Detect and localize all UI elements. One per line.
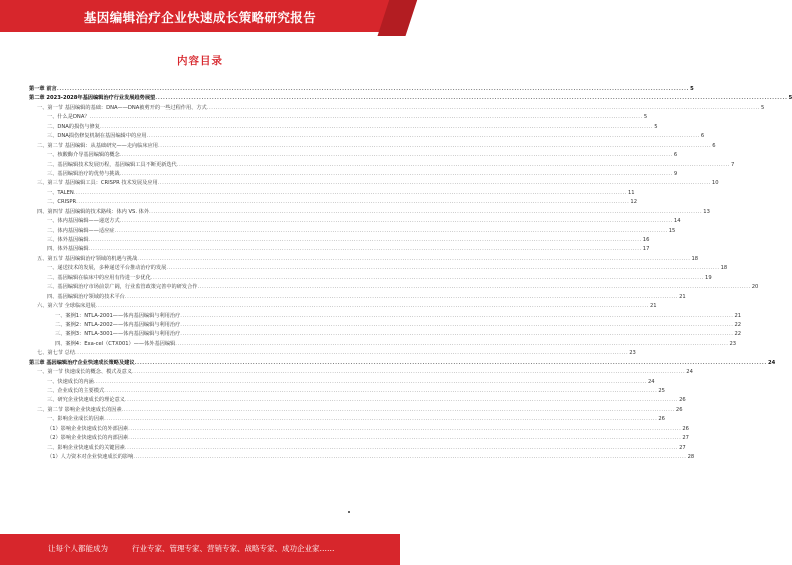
toc-entry-page: 26 (675, 406, 683, 413)
toc-entry[interactable] (29, 406, 683, 415)
toc-entry[interactable] (29, 170, 678, 179)
toc-entry-label: 第一章 前言 (29, 86, 57, 92)
toc-dot-leader (175, 340, 728, 349)
toc-entry-label: 二、基因编辑在临床中的应用有待进一步优化 (47, 274, 151, 281)
toc-entry-page: 5 (788, 95, 792, 102)
footer-tagline: 行业专家、管理专家、营销专家、战略专家、成功企业家…… (132, 544, 335, 553)
toc-entry[interactable] (29, 321, 742, 330)
toc-dot-leader (147, 132, 700, 141)
toc-entry-label: 一、第一节 快速成长的概念、模式及意义 (37, 369, 133, 376)
toc-entry-page: 13 (703, 208, 710, 215)
toc-entry-page: 23 (629, 350, 636, 357)
toc-entry[interactable] (29, 312, 742, 321)
toc-entry-page: 18 (720, 265, 728, 272)
toc-entry[interactable] (29, 85, 694, 94)
toc-dot-leader (132, 368, 685, 377)
toc-entry[interactable] (29, 396, 686, 405)
toc-entry-label: 三、基因编辑治疗市场前景广阔，行业监管政策完善中的研发合作 (47, 284, 198, 291)
toc-entry-label: 一、体内基因编辑——递送方式 (47, 218, 120, 225)
toc-dot-leader (197, 283, 750, 292)
toc-dot-leader (180, 321, 733, 330)
toc-entry-page: 14 (673, 218, 681, 225)
toc-entry-page: 9 (673, 170, 678, 177)
toc-entry[interactable] (29, 359, 776, 368)
toc-entry-page: 24 (647, 378, 655, 385)
toc-entry[interactable] (29, 340, 737, 349)
toc-dot-leader (166, 264, 719, 273)
toc-entry-label: 二、基因编辑技术发展历程，基因编辑工具不断更新迭代 (47, 161, 177, 168)
toc-entry-page: 6 (700, 133, 705, 140)
toc-entry[interactable] (29, 208, 710, 217)
toc-entry[interactable] (29, 330, 742, 339)
toc-entry[interactable] (29, 415, 665, 424)
toc-entry-page: 20 (751, 284, 759, 291)
toc-entry[interactable] (29, 453, 695, 462)
toc-entry[interactable] (29, 387, 665, 396)
toc-dot-leader (74, 189, 627, 198)
toc-entry[interactable] (29, 198, 638, 207)
toc-dot-leader (149, 208, 702, 217)
toc-entry-page: 27 (679, 444, 686, 451)
toc-entry-label: 二、第二节 基因编辑：从基础研究——走向临床应用 (37, 142, 158, 149)
toc-entry-label: 一、快速成长的内涵 (47, 378, 94, 385)
toc-entry[interactable] (29, 189, 635, 198)
toc-entry[interactable] (29, 123, 658, 132)
toc-entry[interactable] (29, 217, 681, 226)
toc-dot-leader (158, 142, 711, 151)
toc-entry-page: 26 (682, 425, 689, 432)
toc-entry-page: 24 (767, 359, 776, 366)
toc-entry-label: 二、体内基因编辑——适应症 (47, 227, 115, 234)
toc-dot-leader (94, 378, 647, 387)
toc-title: 内容目录 (177, 55, 223, 67)
toc-entry-page: 16 (642, 237, 650, 243)
toc-entry-page: 26 (679, 397, 686, 404)
toc-entry-page: 5 (643, 114, 648, 121)
report-title: 基因编辑治疗企业快速成长策略研究报告 (83, 10, 317, 25)
toc-entry-label: 第三章 基因编辑治疗企业快速成长策略及建议 (29, 359, 135, 366)
toc-entry-label: 四、基因编辑治疗领域的技术平台 (47, 293, 125, 300)
toc-entry-page: 6 (673, 152, 678, 159)
toc-dot-leader (122, 406, 675, 415)
toc-dot-leader (155, 94, 787, 103)
toc-dot-leader (120, 170, 673, 179)
toc-entry-page: 27 (682, 435, 689, 442)
toc-entry-label: 二、DNA的损伤与修复 (47, 123, 100, 130)
toc-entry-page: 5 (654, 123, 658, 130)
toc-entry-page: 25 (658, 388, 665, 394)
toc-entry-label: 三、基因编辑治疗的优势与挑战 (47, 170, 120, 177)
toc-entry-page: 24 (686, 369, 693, 376)
toc-entry[interactable] (29, 132, 705, 141)
toc-entry[interactable] (29, 161, 735, 170)
toc-entry-label: 二、案例2：NTLA-2002——体内基因编辑与利用治疗 (55, 321, 181, 328)
toc-entry-label: 一、案例1：NTLA-2001——体内基因编辑与利用治疗 (55, 312, 181, 319)
toc-entry-label: 三、第三节 基因编辑工具：CRISPR 技术发展及应用 (37, 180, 158, 187)
toc-dot-leader (133, 453, 686, 462)
toc-dot-leader (57, 85, 689, 94)
toc-entry-label: 二、CRISPR (47, 199, 77, 206)
toc-dot-leader (125, 444, 678, 453)
footer-slogan: 让每个人都能成为 (48, 544, 108, 553)
toc-entry-label: 四、第四节 基因编辑的技术路线：体内 VS. 体外 (37, 208, 150, 215)
toc-entry-page: 22 (734, 321, 742, 328)
toc-entry[interactable] (29, 113, 648, 122)
toc-dot-leader (120, 217, 673, 226)
toc-entry-page: 5 (690, 86, 694, 92)
toc-entry[interactable] (29, 444, 686, 453)
toc-dot-leader (135, 359, 767, 368)
toc-dot-leader (180, 330, 733, 339)
toc-dot-leader (128, 434, 681, 443)
toc-dot-leader (125, 293, 678, 302)
toc-entry-label: 一、核酸酶介导基因编辑的概念 (47, 152, 120, 159)
toc-dot-leader (120, 151, 673, 160)
toc-entry-page: 6 (712, 142, 716, 149)
toc-entry-page: 18 (691, 255, 699, 262)
toc-entry[interactable] (29, 283, 759, 292)
toc-entry-page: 26 (658, 416, 665, 423)
toc-entry-label: 三、研究企业快速成长的理论意义 (47, 397, 125, 404)
toc-entry-page: 7 (730, 161, 735, 168)
toc-dot-leader (125, 396, 678, 405)
page-marker (348, 511, 350, 513)
toc-dot-leader (104, 415, 657, 424)
toc-entry-label: 三、DNA损伤修复机制在基因编辑中的应用 (47, 133, 147, 140)
toc-entry[interactable] (29, 274, 712, 283)
toc-entry[interactable] (29, 378, 655, 387)
toc-dot-leader (158, 179, 711, 188)
toc-entry[interactable] (29, 302, 657, 311)
toc-entry-page: 12 (630, 199, 638, 206)
toc-entry-label: 一、影响企业成长的因素 (47, 416, 105, 423)
toc-entry-label: 六、第六节 全球临床进展 (37, 303, 96, 310)
toc-dot-leader (89, 245, 642, 254)
toc-entry-page: 5 (761, 104, 765, 111)
toc-entry-page: 21 (734, 312, 742, 319)
toc-entry-label: （1）人力资本对企业快速成长的影响 (47, 454, 134, 461)
toc-dot-leader (177, 161, 730, 170)
toc-entry-label: （1）影响企业快速成长的外部因素 (47, 425, 129, 432)
toc-entry-label: 五、第五节 基因编辑治疗领域的机遇与挑战 (37, 255, 138, 262)
toc-entry-page: 17 (642, 246, 650, 253)
toc-dot-leader (207, 104, 760, 113)
toc-dot-leader (96, 302, 649, 311)
toc-entry-label: 四、案例4：Exa-cel（CTX001）——体外基因编辑 (55, 340, 176, 347)
toc-entry[interactable] (29, 104, 765, 113)
toc-entry-page: 22 (734, 331, 742, 338)
toc-entry-page: 11 (628, 189, 635, 196)
toc-entry[interactable] (29, 151, 678, 160)
toc-dot-leader (128, 425, 681, 434)
toc-entry-page: 21 (679, 293, 686, 300)
toc-entry-label: 二、影响企业快速成长的关键因素 (47, 444, 125, 451)
toc-entry-page: 23 (729, 340, 737, 347)
report-footer-bar (0, 534, 400, 565)
toc-dot-leader (90, 113, 643, 122)
toc-dot-leader (75, 349, 628, 358)
toc-dot-leader (89, 236, 642, 245)
toc-entry-label: 二、第二节 影响企业快速成长的因素 (37, 406, 122, 413)
toc-entry-label: 第二章 2023-2028年基因编辑治疗行业发展趋势展望 (29, 95, 156, 102)
toc-entry-label: 一、递送技术的发展，多种递送平台推动治疗的发展 (47, 265, 167, 272)
toc-entry-page: 15 (668, 227, 676, 234)
report-header-bar (0, 0, 400, 32)
toc-dot-leader (76, 198, 629, 207)
toc-entry[interactable] (29, 293, 686, 302)
toc-entry-label: 四、体外基因编辑 (47, 246, 89, 253)
toc-entry[interactable] (29, 179, 719, 188)
toc-entry[interactable] (29, 236, 650, 245)
toc-dot-leader (100, 123, 653, 132)
toc-entry-page: 28 (687, 454, 695, 461)
toc-entry[interactable] (29, 142, 716, 151)
toc-entry[interactable] (29, 227, 676, 236)
toc-entry-label: 一、TALEN (47, 189, 74, 196)
toc-entry[interactable] (29, 264, 728, 273)
toc-entry-label: 七、第七节 总结 (37, 350, 75, 357)
toc-entry[interactable] (29, 425, 689, 434)
toc-entry[interactable] (29, 368, 693, 377)
toc-dot-leader (137, 255, 690, 264)
toc-entry-label: 三、案例3：NTLA-3001——体内基因编辑与利用治疗 (55, 331, 181, 338)
toc-dot-leader (151, 274, 704, 283)
toc-entry[interactable] (29, 434, 689, 443)
toc-entry-label: （2）影响企业快速成长的内部因素 (47, 435, 129, 442)
toc-entry-page: 21 (649, 303, 657, 310)
toc-entry-label: 一、什么是DNA？ (47, 114, 90, 121)
toc-entry-label: 二、企业成长的主要模式 (47, 388, 105, 394)
toc-entry-page: 10 (711, 180, 719, 187)
toc-dot-leader (180, 312, 733, 321)
toc-dot-leader (104, 387, 657, 396)
toc-entry[interactable] (29, 349, 636, 358)
table-of-contents (29, 85, 792, 463)
toc-entry-page: 19 (705, 274, 712, 281)
toc-entry-label: 一、第一节 基因编辑的基础：DNA——DNA被剪开的一些过程作用、方式 (37, 104, 207, 111)
toc-dot-leader (114, 227, 667, 236)
toc-entry[interactable] (29, 94, 792, 103)
toc-entry[interactable] (29, 245, 650, 254)
toc-entry-label: 三、体外基因编辑 (47, 237, 89, 243)
toc-entry[interactable] (29, 255, 699, 264)
